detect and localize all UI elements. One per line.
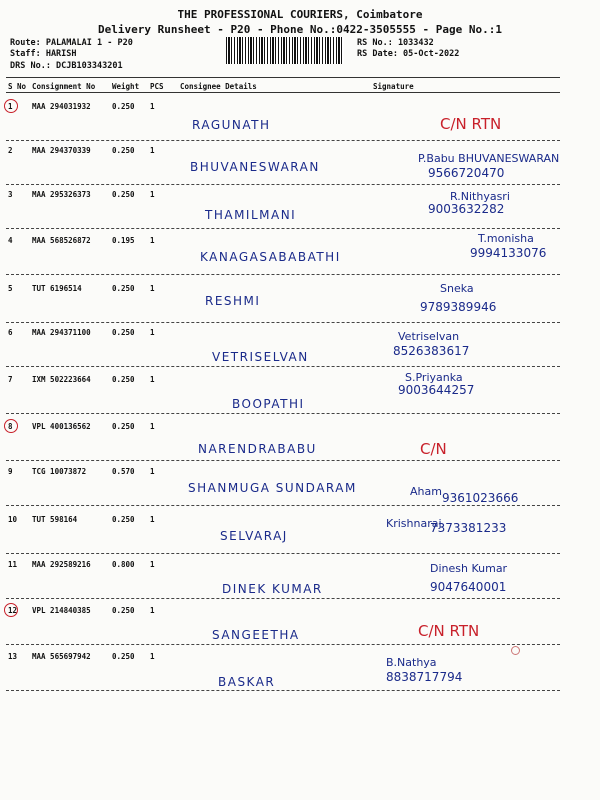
return-mark: C/N RTN — [440, 115, 502, 133]
signature-phone: 9361023666 — [442, 491, 519, 505]
consignee-name: SANGEETHA — [212, 628, 300, 642]
row-weight: 0.250 — [112, 652, 135, 661]
consignee-name: RAGUNATH — [192, 118, 271, 132]
col-sno: S No — [8, 82, 27, 91]
runsheet-subtitle: Delivery Runsheet - P20 - Phone No.:0422-3505555 - Page No.:1 — [98, 23, 502, 36]
row-pcs: 1 — [150, 560, 155, 569]
row-divider — [6, 140, 560, 141]
staff-label: Staff: HARISH — [10, 49, 77, 59]
signature-phone: 9789389946 — [420, 300, 497, 314]
signature-name: R.Nithyasri — [450, 190, 510, 203]
signature-name: B.Nathya — [386, 656, 437, 669]
row-consignment: MAA 294370339 — [32, 146, 91, 155]
row-weight: 0.250 — [112, 422, 135, 431]
row-divider — [6, 553, 560, 554]
col-signature: Signature — [373, 82, 414, 91]
row-pcs: 1 — [150, 284, 155, 293]
row-weight: 0.800 — [112, 560, 135, 569]
col-consignment: Consignment No — [32, 82, 96, 91]
row-divider — [6, 690, 560, 691]
circle-mark — [4, 99, 18, 113]
row-pcs: 1 — [150, 375, 155, 384]
header-top-rule — [6, 77, 560, 78]
row-weight: 0.250 — [112, 515, 135, 524]
row-weight: 0.250 — [112, 146, 135, 155]
row-consignment: VPL 214840385 — [32, 606, 91, 615]
row-sno: 6 — [8, 328, 13, 337]
signature-phone: 9047640001 — [430, 580, 507, 594]
row-weight: 0.570 — [112, 467, 135, 476]
row-pcs: 1 — [150, 146, 155, 155]
row-divider — [6, 505, 560, 506]
row-sno: 3 — [8, 190, 13, 199]
row-sno: 1 — [8, 102, 13, 111]
circle-mark — [4, 603, 18, 617]
row-sno: 8 — [8, 422, 13, 431]
header-bottom-rule — [6, 92, 560, 93]
row-weight: 0.250 — [112, 284, 135, 293]
consignee-name: VETRISELVAN — [212, 350, 309, 364]
signature-name: Vetriselvan — [398, 330, 460, 343]
barcode — [226, 37, 344, 64]
consignee-name: RESHMI — [205, 294, 261, 308]
row-consignment: VPL 400136562 — [32, 422, 91, 431]
row-divider — [6, 184, 560, 185]
signature-phone: 8838717794 — [386, 670, 463, 684]
company-title: THE PROFESSIONAL COURIERS, Coimbatore — [177, 8, 423, 21]
row-sno: 7 — [8, 375, 13, 384]
row-weight: 0.195 — [112, 236, 135, 245]
rs-date: RS Date: 05-Oct-2022 — [357, 49, 460, 59]
row-consignment: TUT 598164 — [32, 515, 78, 524]
col-pcs: PCS — [150, 82, 164, 91]
row-pcs: 1 — [150, 652, 155, 661]
row-pcs: 1 — [150, 422, 155, 431]
return-mark: C/N — [420, 440, 447, 458]
row-divider — [6, 366, 560, 367]
row-pcs: 1 — [150, 515, 155, 524]
row-pcs: 1 — [150, 102, 155, 111]
row-consignment: MAA 565697942 — [32, 652, 91, 661]
row-weight: 0.250 — [112, 606, 135, 615]
row-weight: 0.250 — [112, 375, 135, 384]
row-divider — [6, 644, 560, 645]
row-consignment: MAA 568526872 — [32, 236, 91, 245]
row-weight: 0.250 — [112, 102, 135, 111]
row-sno: 10 — [8, 515, 18, 524]
row-sno: 2 — [8, 146, 13, 155]
signature-phone: 7373381233 — [430, 521, 507, 535]
row-weight: 0.250 — [112, 328, 135, 337]
drs-label: DRS No.: DCJB103343201 — [10, 61, 123, 71]
rs-number: RS No.: 1033432 — [357, 38, 434, 48]
row-pcs: 1 — [150, 606, 155, 615]
row-sno: 11 — [8, 560, 18, 569]
row-consignment: MAA 295326373 — [32, 190, 91, 199]
signature-name: S.Priyanka — [405, 371, 463, 384]
consignee-name: NARENDRABABU — [198, 442, 317, 456]
consignee-name: THAMILMANI — [205, 208, 297, 222]
row-divider — [6, 274, 560, 275]
return-mark: C/N RTN — [418, 622, 480, 640]
signature-name: T.monisha — [478, 232, 534, 245]
signature-phone: 9994133076 — [470, 246, 547, 260]
row-pcs: 1 — [150, 328, 155, 337]
signature-name: Sneka — [440, 282, 474, 295]
signature-phone: 9003644257 — [398, 383, 475, 397]
row-pcs: 1 — [150, 190, 155, 199]
row-sno: 13 — [8, 652, 18, 661]
row-sno: 5 — [8, 284, 13, 293]
row-divider — [6, 413, 560, 414]
row-consignment: TCG 10073872 — [32, 467, 87, 476]
signature-phone: 8526383617 — [393, 344, 470, 358]
row-divider — [6, 322, 560, 323]
consignee-name: KANAGASABABATHI — [200, 250, 341, 264]
row-sno: 9 — [8, 467, 13, 476]
row-divider — [6, 460, 560, 461]
stray-mark — [511, 646, 520, 655]
route-label: Route: PALAMALAI 1 - P20 — [10, 38, 133, 48]
consignee-name: SHANMUGA SUNDARAM — [188, 481, 357, 495]
row-pcs: 1 — [150, 467, 155, 476]
signature-phone: 9566720470 — [428, 166, 505, 180]
signature-name: Aham — [410, 485, 442, 498]
consignee-name: SELVARAJ — [220, 529, 288, 543]
col-consignee: Consignee Details — [180, 82, 257, 91]
row-consignment: TUT 6196514 — [32, 284, 82, 293]
signature-phone: 9003632282 — [428, 202, 505, 216]
row-consignment: MAA 292589216 — [32, 560, 91, 569]
signature-name: Krishnaraj — [386, 517, 442, 530]
row-consignment: MAA 294371100 — [32, 328, 91, 337]
signature-name: Dinesh Kumar — [430, 562, 508, 575]
consignee-name: BHUVANESWARAN — [190, 160, 320, 174]
row-divider — [6, 228, 560, 229]
row-consignment: MAA 294031932 — [32, 102, 91, 111]
consignee-name: BOOPATHI — [232, 397, 305, 411]
row-sno: 4 — [8, 236, 13, 245]
row-sno: 12 — [8, 606, 18, 615]
row-consignment: IXM 502223664 — [32, 375, 91, 384]
signature-name: P.Babu BHUVANESWARAN — [418, 152, 560, 165]
row-divider — [6, 598, 560, 599]
row-pcs: 1 — [150, 236, 155, 245]
row-weight: 0.250 — [112, 190, 135, 199]
circle-mark — [4, 419, 18, 433]
consignee-name: BASKAR — [218, 675, 276, 689]
consignee-name: DINEK KUMAR — [222, 582, 323, 596]
col-weight: Weight — [112, 82, 140, 91]
